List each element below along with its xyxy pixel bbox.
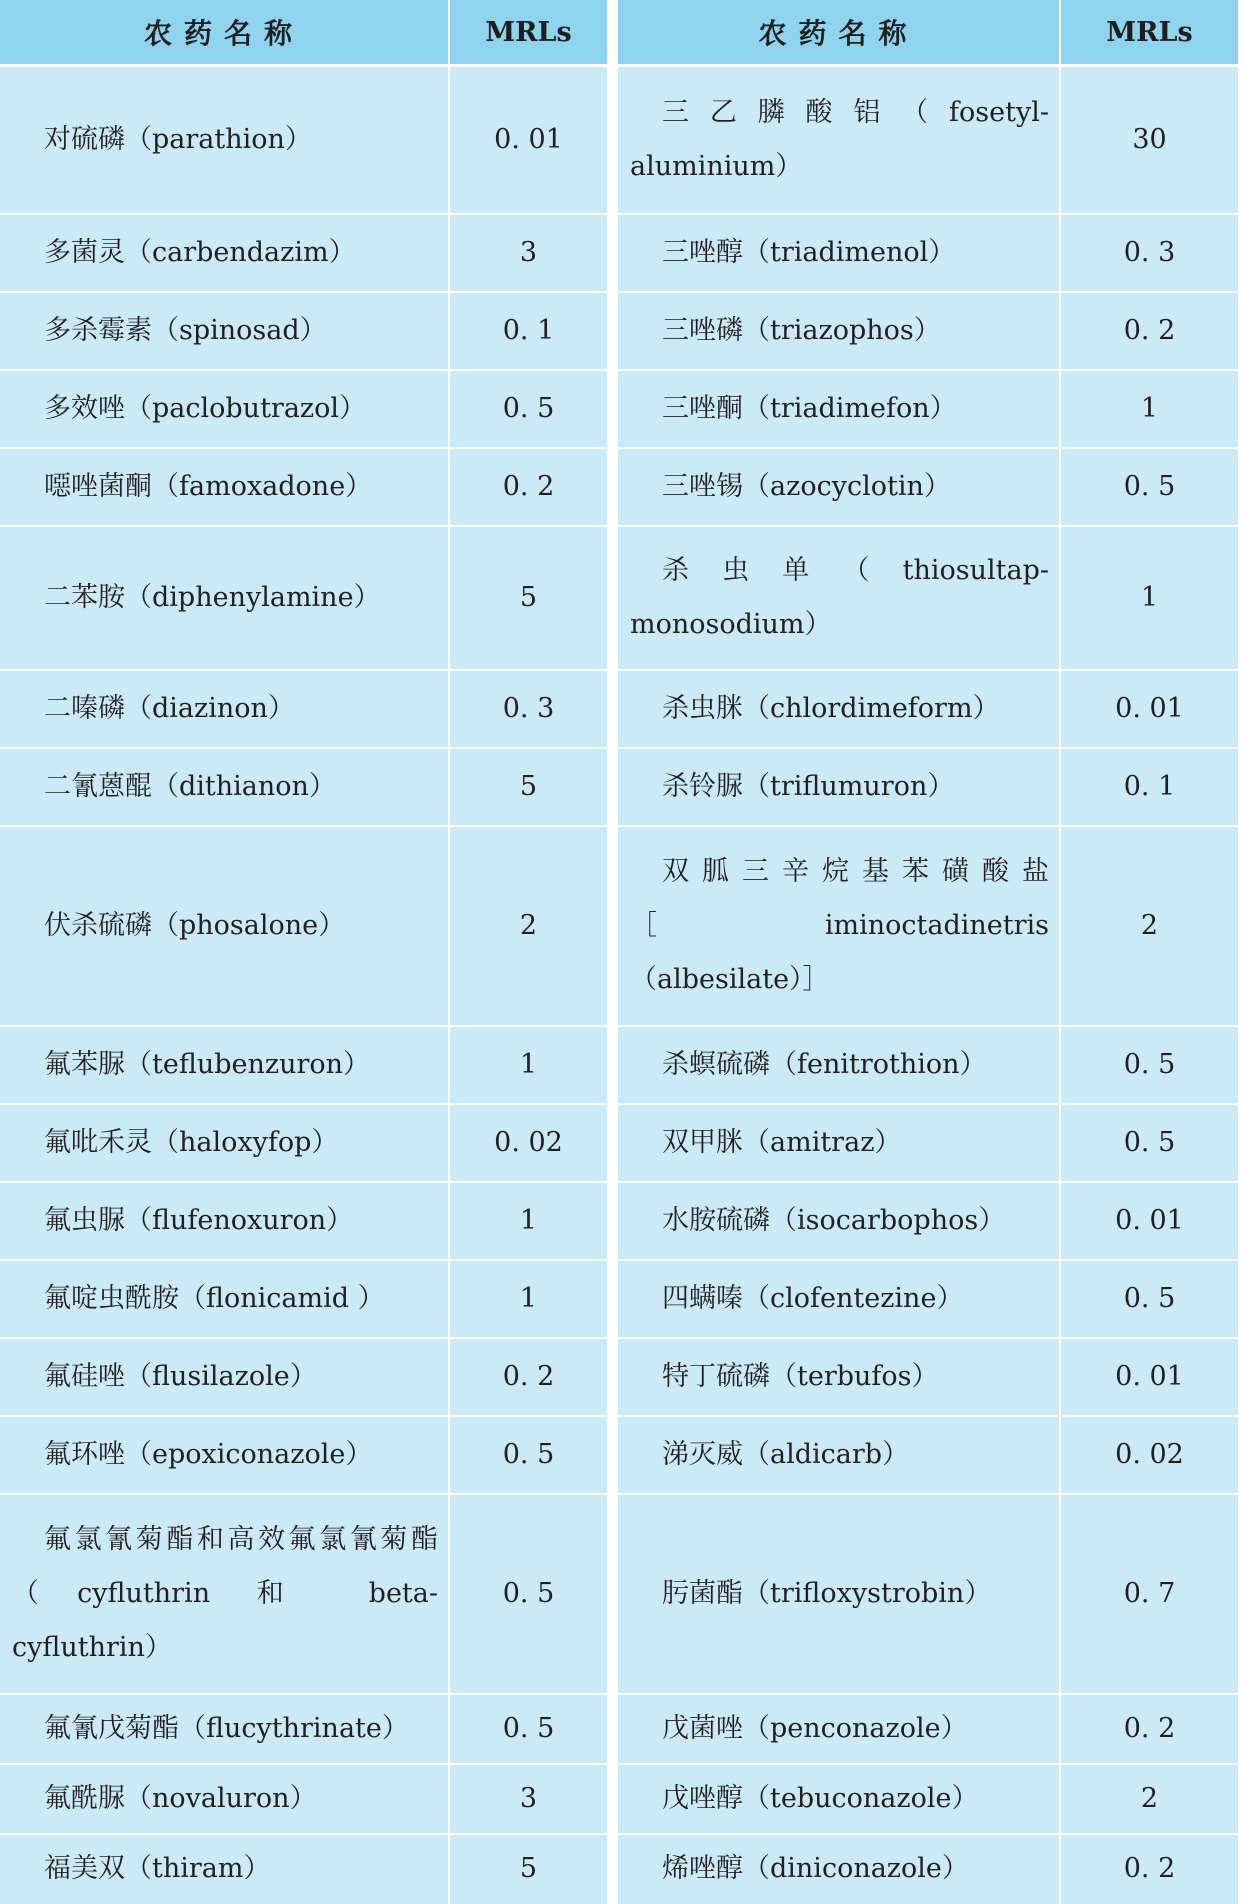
table-row xyxy=(618,1416,1239,1494)
mrl-value: 0. 3 xyxy=(1060,214,1239,292)
table-row xyxy=(0,1026,608,1104)
table-row xyxy=(0,214,608,292)
header-row xyxy=(0,0,608,66)
pesticide-name: 多效唑（paclobutrazol） xyxy=(0,370,449,448)
table-row xyxy=(618,292,1239,370)
table-row xyxy=(618,370,1239,448)
table-row xyxy=(0,670,608,748)
table-row xyxy=(618,826,1239,1026)
mrl-value: 5 xyxy=(449,748,608,826)
header-mrls: MRLs xyxy=(1060,0,1239,66)
table-row xyxy=(618,1182,1239,1260)
header-pesticide-name: 农药名称 xyxy=(618,0,1060,66)
mrl-value: 0. 5 xyxy=(1060,1104,1239,1182)
table-row xyxy=(618,526,1239,670)
header-row xyxy=(618,0,1239,66)
table-row xyxy=(618,1494,1239,1694)
pesticide-name: 氟氯氰菊酯和高效氟氯氰菊酯（cyfluthrin 和 beta- cyfluthrin） xyxy=(0,1494,449,1694)
mrl-value: 0. 2 xyxy=(1060,1694,1239,1764)
pesticide-table-left xyxy=(0,0,609,1904)
pesticide-name: 涕灭威（aldicarb） xyxy=(618,1416,1060,1494)
mrl-value: 0. 01 xyxy=(1060,1338,1239,1416)
pesticide-name: 氟苯脲（teflubenzuron） xyxy=(0,1026,449,1104)
table-row xyxy=(0,1338,608,1416)
mrl-value: 0. 1 xyxy=(1060,748,1239,826)
mrl-value: 3 xyxy=(449,214,608,292)
table-row xyxy=(0,1834,608,1904)
table-row xyxy=(618,1694,1239,1764)
pesticide-name: 杀虫脒（chlordimeform） xyxy=(618,670,1060,748)
pesticide-name: 氟环唑（epoxiconazole） xyxy=(0,1416,449,1494)
mrl-value: 2 xyxy=(1060,826,1239,1026)
header-mrls: MRLs xyxy=(449,0,608,66)
mrl-value: 0. 1 xyxy=(449,292,608,370)
pesticide-name: 戊菌唑（penconazole） xyxy=(618,1694,1060,1764)
table-row xyxy=(0,292,608,370)
table-row xyxy=(0,66,608,214)
pesticide-name: 双甲脒（amitraz） xyxy=(618,1104,1060,1182)
pesticide-name: 三唑醇（triadimenol） xyxy=(618,214,1060,292)
mrl-value: 0. 5 xyxy=(449,1416,608,1494)
pesticide-name: 二嗪磷（diazinon） xyxy=(0,670,449,748)
pesticide-name: 杀铃脲（triflumuron） xyxy=(618,748,1060,826)
mrl-value: 0. 5 xyxy=(1060,1026,1239,1104)
header-pesticide-name: 农药名称 xyxy=(0,0,449,66)
table-row xyxy=(618,448,1239,526)
table-row xyxy=(0,526,608,670)
table-row xyxy=(618,1338,1239,1416)
mrl-value: 0. 2 xyxy=(449,448,608,526)
mrl-value: 0. 3 xyxy=(449,670,608,748)
mrl-value: 0. 2 xyxy=(1060,1834,1239,1904)
mrl-value: 0. 5 xyxy=(1060,1260,1239,1338)
mrl-value: 0. 5 xyxy=(1060,448,1239,526)
mrl-value: 0. 2 xyxy=(1060,292,1239,370)
table-row xyxy=(618,1764,1239,1834)
pesticide-name: 二苯胺（diphenylamine） xyxy=(0,526,449,670)
pesticide-name: 福美双（thiram） xyxy=(0,1834,449,1904)
pesticide-name: 三唑酮（triadimefon） xyxy=(618,370,1060,448)
mrl-value: 0. 01 xyxy=(1060,1182,1239,1260)
pesticide-name: 氟氰戊菊酯（flucythrinate） xyxy=(0,1694,449,1764)
pesticide-name: 氟硅唑（flusilazole） xyxy=(0,1338,449,1416)
table-row xyxy=(618,66,1239,214)
pesticide-name: 氟虫脲（flufenoxuron） xyxy=(0,1182,449,1260)
table-row xyxy=(0,370,608,448)
mrl-value: 0. 5 xyxy=(449,370,608,448)
pesticide-name: 二氰蒽醌（dithianon） xyxy=(0,748,449,826)
pesticide-name: 三乙膦酸铝（fosetyl- aluminium） xyxy=(618,66,1060,214)
pesticide-name: 杀虫单（thiosultap- monosodium） xyxy=(618,526,1060,670)
mrl-value: 3 xyxy=(449,1764,608,1834)
table-row xyxy=(618,748,1239,826)
table-row xyxy=(0,826,608,1026)
mrl-value: 1 xyxy=(1060,370,1239,448)
table-row xyxy=(618,1260,1239,1338)
table-row xyxy=(0,448,608,526)
table-row xyxy=(618,670,1239,748)
table-row xyxy=(0,1764,608,1834)
pesticide-table-right xyxy=(618,0,1240,1904)
table-row xyxy=(0,1104,608,1182)
mrl-value: 0. 7 xyxy=(1060,1494,1239,1694)
mrl-value: 1 xyxy=(449,1260,608,1338)
mrl-value: 0. 02 xyxy=(449,1104,608,1182)
table-row xyxy=(618,214,1239,292)
pesticide-name: 三唑锡（azocyclotin） xyxy=(618,448,1060,526)
pesticide-name: 三唑磷（triazophos） xyxy=(618,292,1060,370)
mrl-value: 0. 5 xyxy=(449,1694,608,1764)
mrl-value: 1 xyxy=(1060,526,1239,670)
pesticide-name: 戊唑醇（tebuconazole） xyxy=(618,1764,1060,1834)
pesticide-name: 双胍三辛烷基苯磺酸盐［iminoctadinetris（albesilate）］ xyxy=(618,826,1060,1026)
mrl-value: 0. 01 xyxy=(1060,670,1239,748)
mrl-value: 2 xyxy=(1060,1764,1239,1834)
pesticide-name: 氟酰脲（novaluron） xyxy=(0,1764,449,1834)
mrl-value: 0. 01 xyxy=(449,66,608,214)
mrl-value: 30 xyxy=(1060,66,1239,214)
pesticide-name: 特丁硫磷（terbufos） xyxy=(618,1338,1060,1416)
mrl-value: 0. 02 xyxy=(1060,1416,1239,1494)
table-row xyxy=(0,1694,608,1764)
mrl-value: 2 xyxy=(449,826,608,1026)
pesticide-name: 对硫磷（parathion） xyxy=(0,66,449,214)
pesticide-name: 多杀霉素（spinosad） xyxy=(0,292,449,370)
pesticide-name: 水胺硫磷（isocarbophos） xyxy=(618,1182,1060,1260)
table-row xyxy=(618,1026,1239,1104)
mrl-value: 1 xyxy=(449,1026,608,1104)
pesticide-name: 氟啶虫酰胺（flonicamid ） xyxy=(0,1260,449,1338)
table-row xyxy=(0,1182,608,1260)
pesticide-name: 伏杀硫磷（phosalone） xyxy=(0,826,449,1026)
mrl-value: 5 xyxy=(449,1834,608,1904)
pesticide-name: 烯唑醇（diniconazole） xyxy=(618,1834,1060,1904)
mrl-value: 0. 2 xyxy=(449,1338,608,1416)
pesticide-name: 氟吡禾灵（haloxyfop） xyxy=(0,1104,449,1182)
table-row xyxy=(0,1416,608,1494)
mrl-value: 0. 5 xyxy=(449,1494,608,1694)
pesticide-name: 多菌灵（carbendazim） xyxy=(0,214,449,292)
pesticide-name: 四螨嗪（clofentezine） xyxy=(618,1260,1060,1338)
mrl-value: 1 xyxy=(449,1182,608,1260)
table-row xyxy=(0,1260,608,1338)
table-row xyxy=(618,1834,1239,1904)
pesticide-name: 噁唑菌酮（famoxadone） xyxy=(0,448,449,526)
table-row xyxy=(0,1494,608,1694)
pesticide-name: 杀螟硫磷（fenitrothion） xyxy=(618,1026,1060,1104)
table-row xyxy=(618,1104,1239,1182)
table-row xyxy=(0,748,608,826)
mrl-value: 5 xyxy=(449,526,608,670)
pesticide-name: 肟菌酯（trifloxystrobin） xyxy=(618,1494,1060,1694)
